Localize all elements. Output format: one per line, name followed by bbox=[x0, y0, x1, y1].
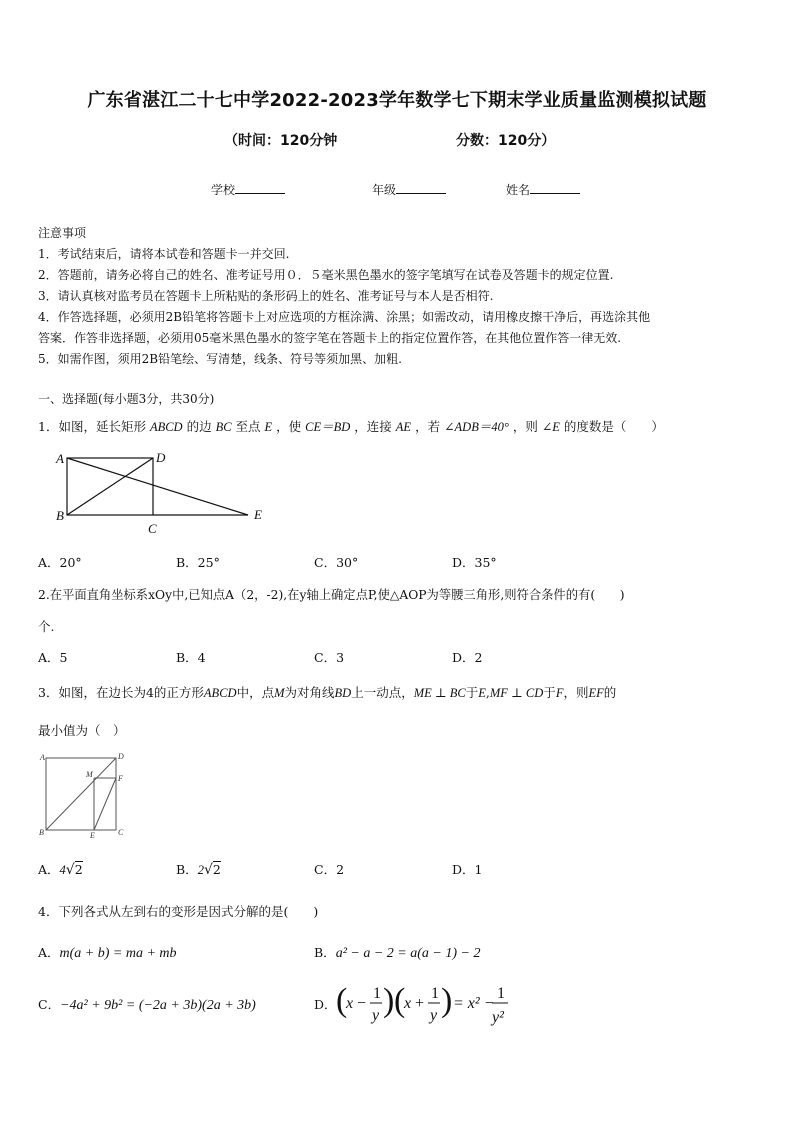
d-den-1: y bbox=[372, 1007, 380, 1024]
q4-option-a[interactable] bbox=[38, 943, 177, 962]
q3-abcd: ABCD bbox=[203, 686, 237, 700]
q3-me-perp: ME ⊥ BC bbox=[413, 686, 466, 700]
label-a: A bbox=[56, 451, 64, 466]
q3-mf-perp: MF ⊥ CD bbox=[489, 686, 544, 700]
d-x-1: x bbox=[346, 995, 354, 1012]
label-a: A bbox=[40, 753, 45, 762]
school-label: 学校 bbox=[211, 183, 236, 197]
diagonal-bd bbox=[67, 458, 153, 515]
q2-option-b[interactable]: B．4 bbox=[176, 650, 206, 665]
q1-ae: AE bbox=[395, 420, 412, 434]
note-item: 1．考试结束后，请将本试卷和答题卡一并交回. bbox=[38, 247, 290, 261]
q1-text: 的边 bbox=[186, 419, 212, 434]
q1-text: ，若 bbox=[415, 419, 441, 434]
question-4: 4．下列各式从左到右的变形是因式分解的是( ) bbox=[38, 904, 319, 919]
question-3-line-2: 最小值为（ ） bbox=[38, 723, 126, 738]
school-blank bbox=[235, 181, 285, 194]
q3-text: , bbox=[485, 685, 490, 700]
d-num-1: 1 bbox=[373, 985, 381, 1002]
q3-text: 上一动点， bbox=[351, 685, 414, 700]
q1-text: 的度数是（ ） bbox=[563, 419, 664, 434]
q3-option-a-coef: 4 bbox=[59, 863, 66, 877]
q2-option-d[interactable]: D．2 bbox=[452, 650, 483, 665]
q4-option-c-expr: −4a² + 9b² = (−2a + 3b)(2a + 3b) bbox=[60, 998, 256, 1013]
q4-option-d[interactable] bbox=[314, 995, 337, 1013]
label-e: E bbox=[90, 831, 95, 840]
section-heading: 一、选择题(每小题3分，共30分) bbox=[38, 392, 215, 406]
q3-text: 于 bbox=[543, 685, 556, 700]
q3-option-a-label: A． bbox=[38, 862, 60, 877]
question-2-line-2: 个. bbox=[38, 619, 55, 634]
grade-field bbox=[372, 181, 446, 198]
q4-option-d-label: D． bbox=[314, 997, 337, 1012]
q3-text: 中，点 bbox=[236, 685, 275, 700]
q3-text: 于 bbox=[465, 685, 479, 700]
q1-text: ，使 bbox=[276, 419, 302, 434]
q1-option-b[interactable]: B．25° bbox=[176, 555, 220, 570]
school-field bbox=[211, 181, 285, 198]
q3-option-a-radicand: 2 bbox=[74, 862, 83, 877]
q4-option-d-expr bbox=[336, 980, 526, 1032]
d-den-2: y bbox=[430, 1007, 438, 1024]
q1-option-c[interactable]: C．30° bbox=[314, 555, 359, 570]
q1-bc: BC bbox=[215, 420, 232, 434]
name-blank bbox=[530, 181, 580, 194]
paren-close: ) bbox=[383, 982, 395, 1019]
q4-option-c[interactable] bbox=[38, 995, 256, 1014]
question-2-line-1: 2.在平面直角坐标系xOy中,已知点A（2，-2),在y轴上确定点P,使△AOP为等腰三角形,则符合条件的有( ) bbox=[38, 588, 625, 602]
q2-option-a[interactable]: A．5 bbox=[38, 650, 68, 665]
q3-e: E bbox=[478, 686, 486, 700]
diagonal-bd bbox=[46, 758, 116, 830]
d-den-3: y² bbox=[492, 1009, 504, 1026]
label-d: D bbox=[118, 752, 124, 761]
q3-text: ，则 bbox=[563, 685, 589, 700]
name-label: 姓名 bbox=[506, 183, 531, 197]
q3-figure bbox=[36, 748, 128, 840]
note-item: 4．作答选择题，必须用2B铅笔将答题卡上对应选项的方框涂满、涂黑；如需改动，请用橡皮擦干净后，再选涂其他 bbox=[38, 310, 651, 324]
q3-option-d[interactable]: D．1 bbox=[452, 862, 483, 877]
note-item: 答案．作答非选择题，必须用05毫米黑色墨水的签字笔在答题卡上的指定位置作答，在其他位置作答一律无效. bbox=[38, 331, 622, 345]
paren-open: ( bbox=[336, 982, 348, 1019]
q3-m: M bbox=[274, 686, 285, 700]
q3-ef: EF bbox=[588, 686, 604, 700]
label-b: B bbox=[39, 828, 44, 837]
q1-angle: ∠ADB＝40° bbox=[444, 420, 509, 434]
q2-option-c[interactable]: C．3 bbox=[314, 650, 345, 665]
paren-close-2: ) bbox=[441, 982, 453, 1019]
note-item: 2．答题前，请务必将自己的姓名、准考证号用０．５毫米黑色墨水的签字笔填写在试卷及答题卡的规定位置. bbox=[38, 268, 614, 282]
d-minus: − bbox=[357, 995, 367, 1012]
exam-time: （时间：120分钟 bbox=[224, 133, 338, 149]
label-f: F bbox=[118, 774, 123, 783]
d-num-3: 1 bbox=[497, 985, 505, 1002]
question-3-line-1 bbox=[38, 683, 616, 701]
q3-option-b-label: B． bbox=[176, 862, 198, 877]
d-num-2: 1 bbox=[431, 985, 439, 1002]
paren-open-2: ( bbox=[394, 982, 406, 1019]
q1-text: 至点 bbox=[235, 419, 261, 434]
label-e: E bbox=[254, 507, 262, 522]
note-item: 3．请认真核对监考员在答题卡上所粘贴的条形码上的姓名、准考证号与本人是否相符. bbox=[38, 289, 494, 303]
q4-option-a-expr: m(a + b) = ma + mb bbox=[59, 946, 177, 961]
segment-ae bbox=[67, 458, 248, 515]
q3-option-b-coef: 2 bbox=[197, 863, 204, 877]
name-field bbox=[506, 181, 580, 198]
q1-text: 1．如图，延长矩形 bbox=[38, 419, 146, 434]
q3-text: 为对角线 bbox=[284, 685, 335, 700]
q4-option-b[interactable] bbox=[314, 943, 480, 962]
q4-option-b-expr: a² − a − 2 = a(a − 1) − 2 bbox=[335, 946, 481, 961]
grade-blank bbox=[396, 181, 446, 194]
q1-abcd: ABCD bbox=[149, 420, 183, 434]
exam-score: 分数：120分） bbox=[456, 133, 556, 149]
q1-text: ，则 bbox=[512, 419, 538, 434]
note-item: 5．如需作图，须用2B铅笔绘、写清楚，线条、符号等须加黑、加粗. bbox=[38, 352, 402, 366]
d-plus: + bbox=[415, 995, 425, 1012]
page-title: 广东省湛江二十七中学2022-2023学年数学七下期末学业质量监测模拟试题 bbox=[87, 90, 707, 111]
q3-option-a[interactable]: A．4√2 bbox=[38, 862, 83, 878]
grade-label: 年级 bbox=[372, 183, 397, 197]
q3-option-c[interactable]: C．2 bbox=[314, 862, 345, 877]
q4-option-a-label: A． bbox=[38, 945, 60, 960]
q1-ce-bd: CE＝BD bbox=[305, 420, 351, 434]
q3-option-b[interactable]: B．2√2 bbox=[176, 862, 221, 878]
q3-f: F bbox=[555, 686, 564, 700]
q1-text: ，连接 bbox=[354, 419, 392, 434]
d-equals: = x² − bbox=[453, 995, 495, 1012]
q3-text: 3．如图，在边长为4的正方形 bbox=[38, 685, 204, 700]
q3-option-b-radicand: 2 bbox=[212, 862, 221, 877]
q1-e: E bbox=[264, 420, 273, 434]
q1-figure bbox=[52, 448, 274, 540]
label-b: B bbox=[56, 508, 64, 523]
q1-angle-e: ∠E bbox=[541, 420, 560, 434]
label-d: D bbox=[156, 450, 166, 465]
segment-ef bbox=[94, 778, 116, 830]
notes-heading: 注意事项 bbox=[38, 226, 87, 240]
q4-option-c-label: C． bbox=[38, 997, 61, 1012]
d-x-2: x bbox=[404, 995, 412, 1012]
q3-bd: BD bbox=[334, 686, 352, 700]
label-c: C bbox=[148, 521, 157, 536]
label-m: M bbox=[86, 770, 93, 779]
q1-option-d[interactable]: D．35° bbox=[452, 555, 497, 570]
q1-option-a[interactable]: A．20° bbox=[38, 555, 82, 570]
question-1 bbox=[38, 417, 664, 435]
q4-option-b-label: B． bbox=[314, 945, 336, 960]
q3-text: 的 bbox=[603, 685, 617, 700]
label-c: C bbox=[118, 828, 124, 837]
